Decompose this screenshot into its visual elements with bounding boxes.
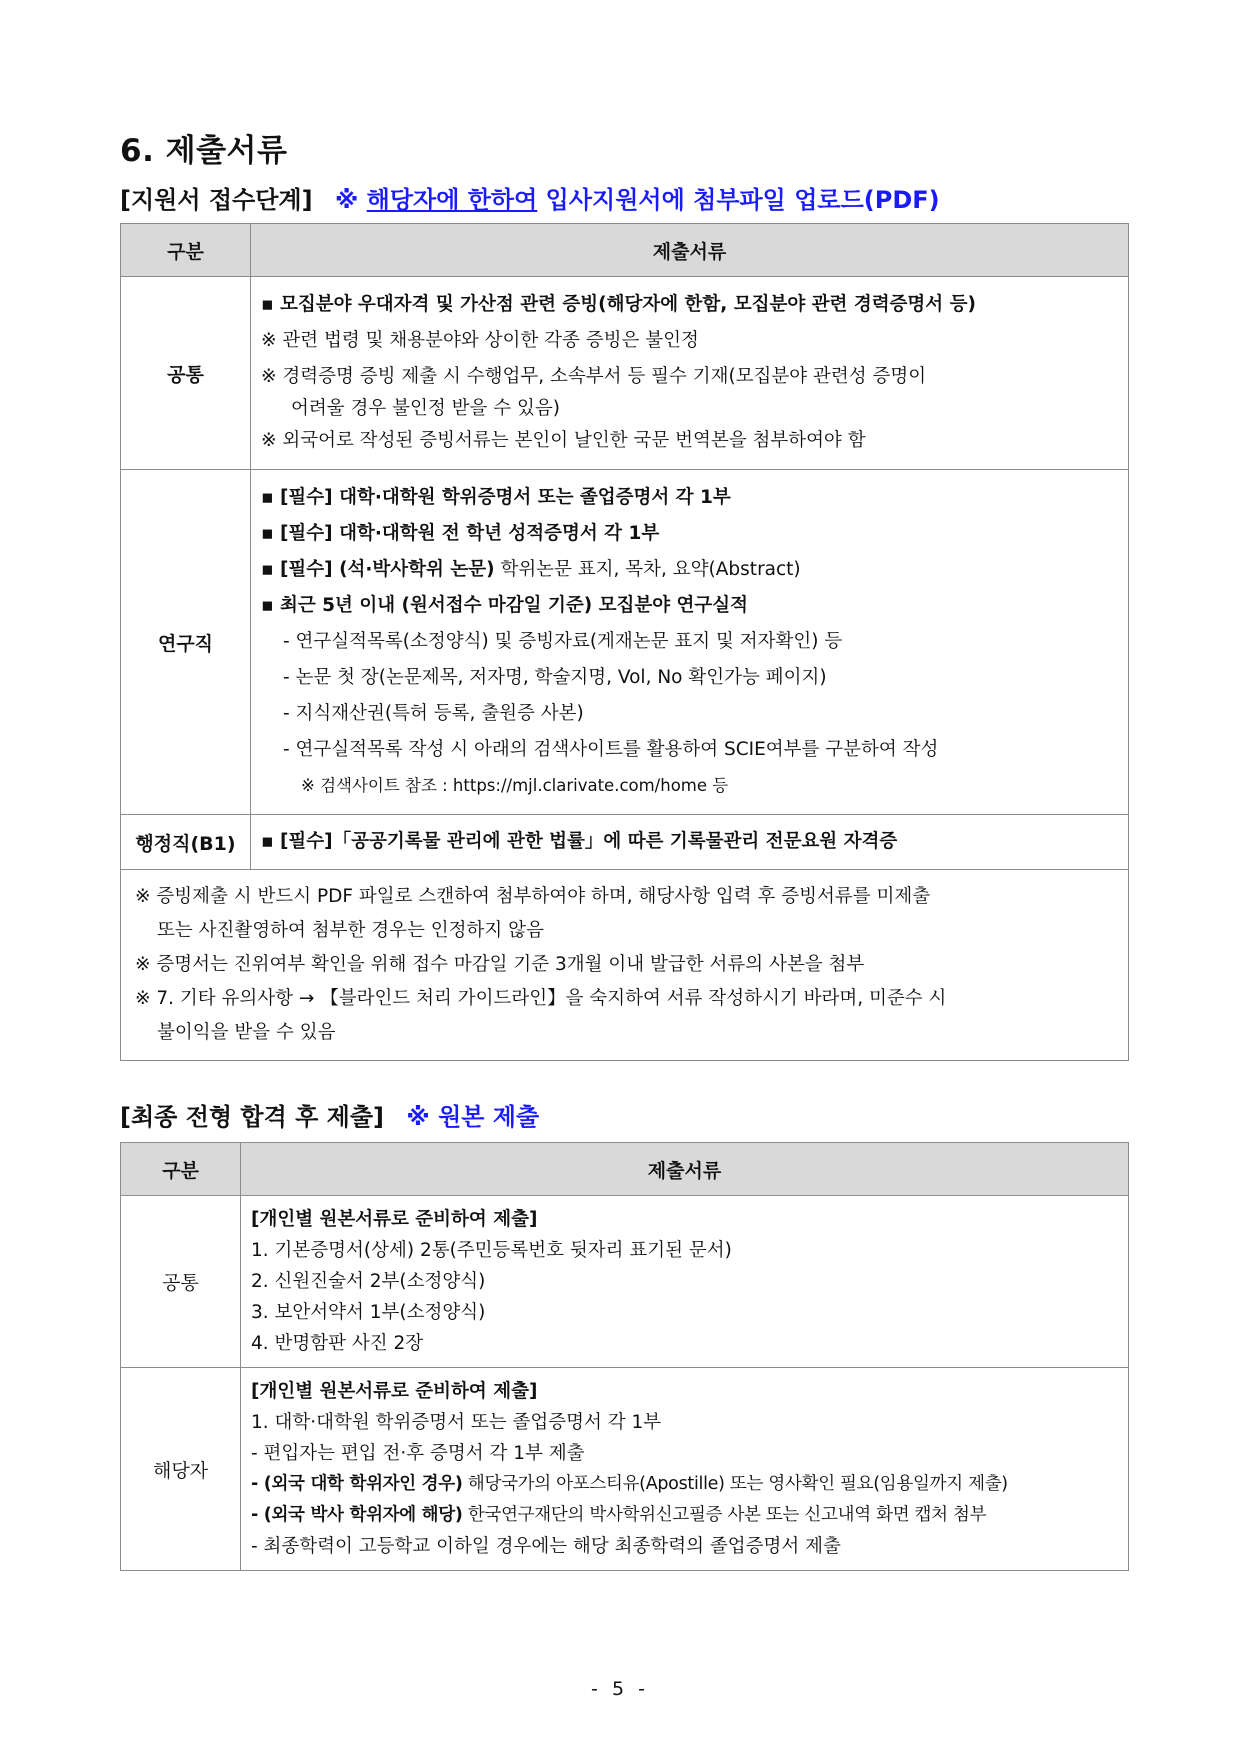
list-item: 3. 보안서약서 1부(소정양식) bbox=[251, 1302, 486, 1323]
stage1-research-label: 연구직 bbox=[121, 470, 251, 815]
foreign-phd-bold: - (외국 박사 학위자에 해당) bbox=[251, 1505, 463, 1525]
stage2-col-documents: 제출서류 bbox=[241, 1143, 1129, 1196]
stage1-common-content bbox=[251, 277, 1129, 470]
list-item: - 편입자는 편입 전·후 증명서 각 1부 제출 bbox=[251, 1443, 585, 1464]
list-item bbox=[251, 1500, 1118, 1531]
stage1-table bbox=[120, 223, 1129, 1061]
list-item: 1. 대학·대학원 학위증명서 또는 졸업증명서 각 1부 bbox=[251, 1412, 662, 1433]
foreign-phd-rest: 한국연구재단의 박사학위신고필증 사본 또는 신고내역 화면 캡처 첨부 bbox=[462, 1505, 987, 1525]
stage2-heading bbox=[120, 1097, 1130, 1132]
foreign-degree-rest: 해당국가의 아포스티유(Apostille) 또는 영사확인 필요(임용일까지 제출) bbox=[462, 1474, 1008, 1494]
research-thesis-rest: 학위논문 표지, 목차, 요약(Abstract) bbox=[494, 559, 801, 580]
note-line: 불이익을 받을 수 있음 bbox=[157, 1022, 336, 1043]
stage1-note-rest: 입사지원서에 첨부파일 업로드(PDF) bbox=[545, 186, 940, 214]
list-item: ※ 외국어로 작성된 증빙서류는 본인이 날인한 국문 번역본을 첨부하여야 함 bbox=[261, 430, 866, 451]
stage1-admin-label: 행정직(B1) bbox=[121, 815, 251, 870]
stage1-row-research bbox=[121, 470, 1129, 815]
page-number: - 5 - bbox=[591, 1678, 649, 1700]
stage1-research-content bbox=[251, 470, 1129, 815]
list-item: 어려울 경우 불인정 받을 수 있음) bbox=[291, 398, 560, 419]
stage1-col-documents: 제출서류 bbox=[251, 224, 1129, 277]
note-line: ※ 증빙제출 시 반드시 PDF 파일로 스캔하여 첨부하여야 하며, 해당사항 입력 후 증빙서류를 미제출 bbox=[135, 886, 931, 907]
list-item: - 지식재산권(특허 등록, 출원증 사본) bbox=[283, 703, 584, 724]
stage1-row-common bbox=[121, 277, 1129, 470]
stage2-bracket: [최종 전형 합격 후 제출] bbox=[120, 1103, 385, 1131]
note-line: ※ 증명서는 진위여부 확인을 위해 접수 마감일 기준 3개월 이내 발급한 서류의 사본을 첨부 bbox=[135, 954, 865, 975]
stage1-admin-content bbox=[251, 815, 1129, 870]
section-title: 6. 제출서류 bbox=[120, 133, 288, 169]
note-line: 또는 사진촬영하여 첨부한 경우는 인정하지 않음 bbox=[157, 920, 544, 941]
stage2-row-applicable bbox=[121, 1368, 1129, 1571]
stage1-bracket: [지원서 접수단계] bbox=[120, 186, 313, 214]
stage1-heading bbox=[120, 180, 1130, 215]
stage2-col-category: 구분 bbox=[121, 1143, 241, 1196]
stage1-row-admin bbox=[121, 815, 1129, 870]
list-heading: [개인별 원본서류로 준비하여 제출] bbox=[251, 1209, 538, 1230]
stage1-note-mark: ※ bbox=[334, 186, 359, 214]
stage2-row-common bbox=[121, 1196, 1129, 1368]
list-item: - 논문 첫 장(논문제목, 저자명, 학술지명, Vol, No 확인가능 페이지) bbox=[283, 667, 827, 688]
list-item: - 최종학력이 고등학교 이하일 경우에는 해당 최종학력의 졸업증명서 제출 bbox=[251, 1536, 841, 1557]
list-item: 1. 기본증명서(상세) 2통(주민등록번호 뒷자리 표기된 문서) bbox=[251, 1240, 732, 1261]
stage1-col-category: 구분 bbox=[121, 224, 251, 277]
list-item: - 연구실적목록 작성 시 아래의 검색사이트를 활용하여 SCIE여부를 구분하여 작성 bbox=[283, 739, 939, 760]
stage2-applicable-label: 해당자 bbox=[121, 1368, 241, 1571]
list-item: ※ 검색사이트 참조 : https://mjl.clarivate.com/home 등 bbox=[301, 776, 729, 795]
research-thesis-bold: ▪ [필수] (석·박사학위 논문) bbox=[261, 559, 495, 580]
list-item: ▪ [필수] 대학·대학원 학위증명서 또는 졸업증명서 각 1부 bbox=[261, 487, 731, 508]
list-item: ※ 관련 법령 및 채용분야와 상이한 각종 증빙은 불인정 bbox=[261, 330, 699, 351]
stage1-row-notes bbox=[121, 870, 1129, 1061]
stage2-note: ※ 원본 제출 bbox=[406, 1103, 540, 1131]
list-heading: [개인별 원본서류로 준비하여 제출] bbox=[251, 1381, 538, 1402]
stage1-common-label: 공통 bbox=[121, 277, 251, 470]
list-item: ▪ 모집분야 우대자격 및 가산점 관련 증빙(해당자에 한함, 모집분야 관련 경력증명서 등) bbox=[261, 294, 976, 315]
note-line: ※ 7. 기타 유의사항 → 【블라인드 처리 가이드라인】을 숙지하여 서류 작성하시기 바라며, 미준수 시 bbox=[135, 988, 947, 1009]
stage2-table bbox=[120, 1142, 1129, 1571]
stage1-note-underlined: 해당자에 한하여 bbox=[366, 186, 538, 214]
list-item: 4. 반명함판 사진 2장 bbox=[251, 1333, 424, 1354]
list-item: ▪ [필수]「공공기록물 관리에 관한 법률」에 따른 기록물관리 전문요원 자격증 bbox=[261, 831, 898, 852]
stage1-notes bbox=[121, 870, 1129, 1061]
list-item bbox=[251, 1469, 1118, 1500]
list-item: ▪ 최근 5년 이내 (원서접수 마감일 기준) 모집분야 연구실적 bbox=[261, 595, 749, 616]
foreign-degree-bold: - (외국 대학 학위자인 경우) bbox=[251, 1474, 463, 1494]
list-item: ▪ [필수] 대학·대학원 전 학년 성적증명서 각 1부 bbox=[261, 523, 660, 544]
list-item bbox=[261, 552, 1118, 588]
stage2-header-row bbox=[121, 1143, 1129, 1196]
document-page bbox=[120, 125, 1130, 1571]
stage2-common-content bbox=[241, 1196, 1129, 1368]
list-item: - 연구실적목록(소정양식) 및 증빙자료(게재논문 표지 및 저자확인) 등 bbox=[283, 631, 843, 652]
stage1-header-row bbox=[121, 224, 1129, 277]
stage2-applicable-content bbox=[241, 1368, 1129, 1571]
list-item: 2. 신원진술서 2부(소정양식) bbox=[251, 1271, 486, 1292]
stage2-common-label: 공통 bbox=[121, 1196, 241, 1368]
list-item: ※ 경력증명 증빙 제출 시 수행업무, 소속부서 등 필수 기재(모집분야 관련성 증명이 bbox=[261, 366, 927, 387]
